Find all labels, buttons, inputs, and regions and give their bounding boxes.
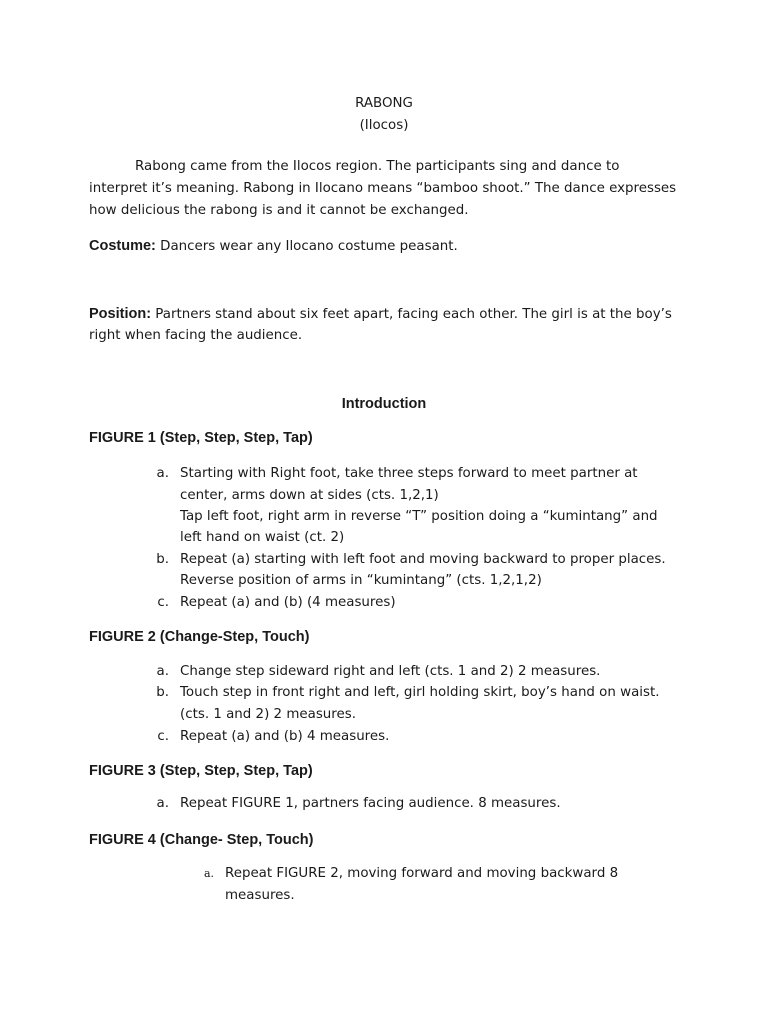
list-marker: b. bbox=[156, 552, 169, 567]
list-item-line: Starting with Right foot, take three steps forward to meet partner at bbox=[180, 466, 638, 481]
list-item-line: Repeat FIGURE 2, moving forward and moving backward 8 bbox=[225, 866, 619, 881]
intro-line: interpret it’s meaning. Rabong in Ilocano means “bamboo shoot.” The dance expresses bbox=[89, 181, 677, 196]
costume-text: Dancers wear any Ilocano costume peasant. bbox=[155, 239, 458, 254]
list-marker: b. bbox=[156, 685, 169, 700]
list-marker: a. bbox=[203, 867, 214, 880]
list-item-line: Touch step in front right and left, girl holding skirt, boy’s hand on waist. bbox=[180, 685, 660, 700]
list-item-line: Tap left foot, right arm in reverse “T” position doing a “kumintang” and bbox=[180, 509, 658, 524]
position-label: Position: bbox=[89, 306, 152, 322]
costume-paragraph bbox=[89, 235, 458, 258]
list-marker: c. bbox=[157, 595, 169, 610]
list-item-line: left hand on waist (ct. 2) bbox=[180, 530, 345, 545]
intro-line: Rabong came from the Ilocos region. The participants sing and dance to bbox=[135, 159, 620, 174]
position-text: Partners stand about six feet apart, facing each other. The girl is at the boy’s bbox=[151, 307, 672, 322]
position-text-cont: right when facing the audience. bbox=[89, 328, 303, 343]
figure-heading: FIGURE 4 (Change- Step, Touch) bbox=[89, 832, 314, 848]
list-item-line: measures. bbox=[225, 888, 295, 903]
list-item-line: Repeat (a) starting with left foot and moving backward to proper places. bbox=[180, 552, 666, 567]
intro-line: how delicious the rabong is and it cannot be exchanged. bbox=[89, 203, 469, 218]
list-marker: a. bbox=[156, 664, 169, 679]
list-item-line: (cts. 1 and 2) 2 measures. bbox=[180, 707, 356, 722]
introduction-heading: Introduction bbox=[341, 396, 427, 412]
list-item-line: center, arms down at sides (cts. 1,2,1) bbox=[180, 488, 439, 503]
list-marker: a. bbox=[156, 466, 169, 481]
list-marker: c. bbox=[157, 729, 169, 744]
figure-heading: FIGURE 2 (Change-Step, Touch) bbox=[89, 629, 310, 645]
doc-title: RABONG bbox=[355, 96, 413, 111]
list-item-line: Repeat (a) and (b) (4 measures) bbox=[180, 595, 396, 610]
list-item-line: Repeat (a) and (b) 4 measures. bbox=[180, 729, 390, 744]
list-item-line: Reverse position of arms in “kumintang” (cts. 1,2,1,2) bbox=[180, 573, 542, 588]
doc-subtitle: (Ilocos) bbox=[359, 118, 409, 133]
costume-label: Costume: bbox=[89, 238, 156, 254]
figure-heading: FIGURE 3 (Step, Step, Step, Tap) bbox=[89, 763, 313, 779]
list-marker: a. bbox=[156, 796, 169, 811]
list-item-line: Change step sideward right and left (cts. 1 and 2) 2 measures. bbox=[180, 664, 601, 679]
figure-heading: FIGURE 1 (Step, Step, Step, Tap) bbox=[89, 430, 313, 446]
list-item-line: Repeat FIGURE 1, partners facing audience. 8 measures. bbox=[180, 796, 561, 811]
